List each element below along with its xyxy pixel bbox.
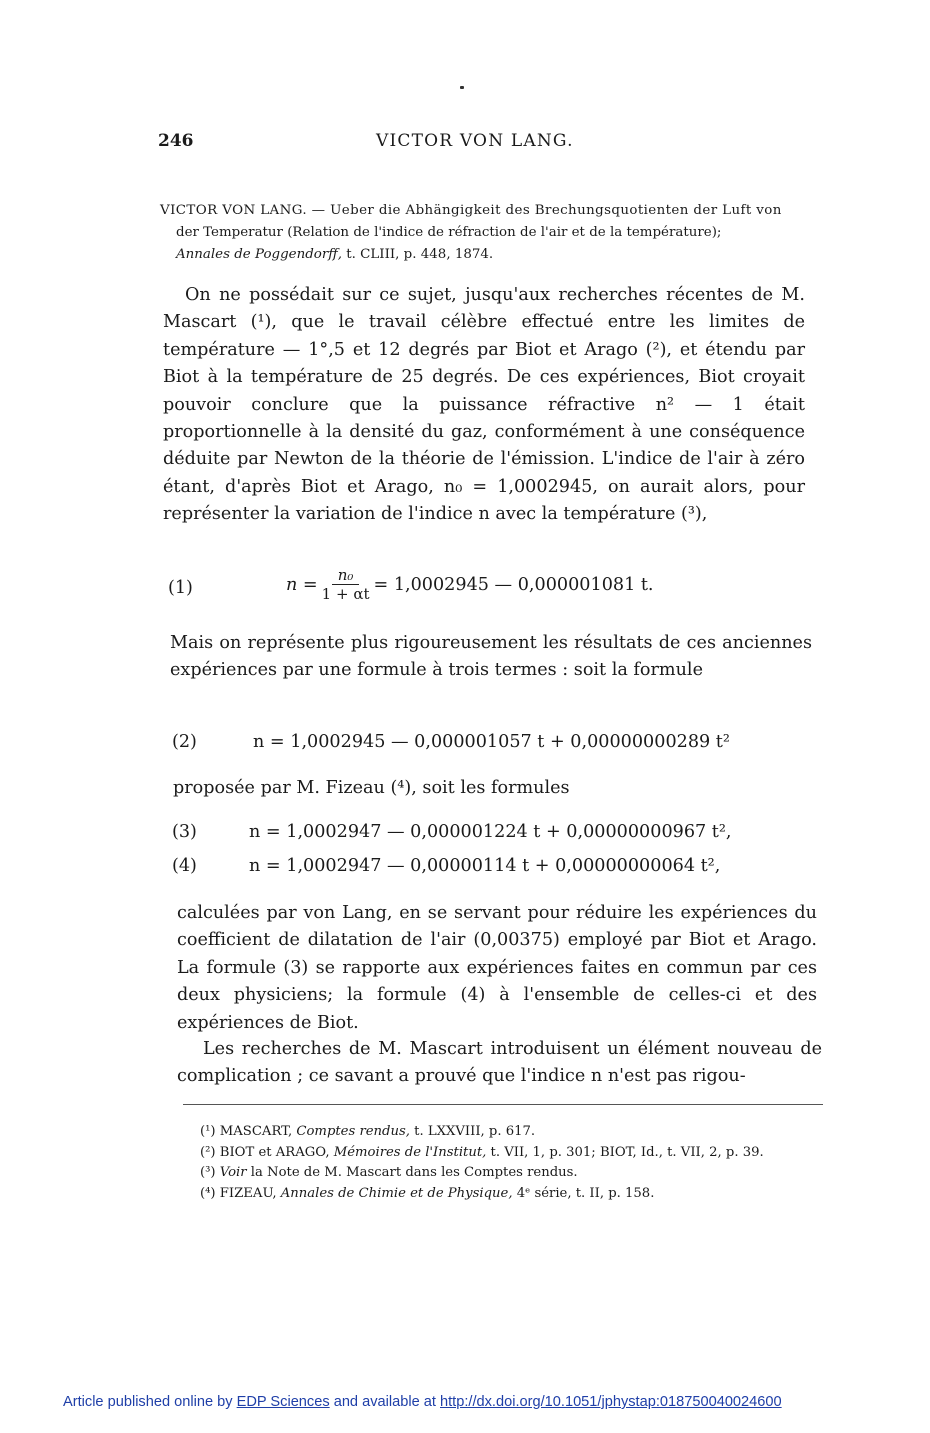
footnote-details: la Note de M. Mascart dans les Comptes rendus.: [250, 1165, 578, 1180]
doi-link[interactable]: http://dx.doi.org/10.1051/jphystap:018750040024600: [440, 1394, 782, 1410]
footnotes: [200, 1122, 840, 1204]
footnote-source: Annales de Chimie et de Physique,: [280, 1185, 513, 1201]
equation-1-denominator: 1 + αt: [321, 585, 370, 603]
paragraph-1-text: On ne possédait sur ce sujet, jusqu'aux recherches récentes de M. Mascart (¹), que le travail célèbre effectué entre les limites de température — 1°,5 et 12 degrés par Biot et Arago (²), et étendu par Biot à la température de 25 degrés. De ces expériences, Biot croyait pouvoir conclure que la puissance réfractive n² — 1 était proportionnelle à la densité du gaz, conformément à une conséquence déduite par Newton de la théorie de l'émission. L'indice de l'air à zéro étant, d'après Biot et Arago, n₀ = 1,0002945, on aurait alors, pour représenter la variation de l'indice n avec la température (³),: [163, 285, 805, 525]
paragraph-2: Mais on représente plus rigoureusement les résultats de ces anciennes expériences par une formule à trois termes : soit la formule: [170, 633, 812, 681]
footnote-4: [200, 1184, 840, 1205]
equation-4: n = 1,0002947 — 0,00000114 t + 0,00000000064 t²,: [249, 856, 721, 876]
equation-1-lhs: n =: [286, 574, 318, 595]
footnote-1: [200, 1122, 840, 1143]
journal-title: Annales de Poggendorff,: [176, 247, 342, 262]
footnote-source: Comptes rendus,: [296, 1124, 410, 1139]
footnote-2: [200, 1143, 840, 1164]
reference-line-1: VICTOR VON LANG. — Ueber die Abhängigkeit des Brechungsquotienten der Luft von: [160, 203, 782, 218]
equation-1: [286, 566, 654, 603]
stray-mark: [460, 86, 464, 89]
footnote-source: Voir: [219, 1165, 247, 1180]
footnote-author: FIZEAU,: [219, 1185, 277, 1201]
equation-1-rhs: = 1,0002945 — 0,000001081 t.: [373, 574, 654, 595]
edp-sciences-link[interactable]: EDP Sciences: [236, 1394, 330, 1410]
footnote-source: Mémoires de l'Institut,: [333, 1144, 487, 1160]
footnote-author: BIOT et ARAGO,: [219, 1144, 330, 1160]
article-note-prefix: Article published online by: [63, 1394, 233, 1410]
equation-1-fraction: [322, 566, 370, 603]
equation-2: n = 1,0002945 — 0,000001057 t + 0,00000000289 t²: [253, 732, 730, 752]
paragraph-3: proposée par M. Fizeau (⁴), soit les formules: [173, 778, 570, 798]
equation-4-number: (4): [172, 856, 197, 876]
bibliographic-reference: [160, 200, 805, 266]
footnote-3: [200, 1163, 840, 1184]
footnote-rule: [183, 1104, 823, 1105]
equation-1-numerator: n₀: [332, 566, 360, 585]
equation-1-number: (1): [168, 578, 193, 598]
footnote-details: 4ᵉ série, t. II, p. 158.: [516, 1185, 655, 1201]
equation-3: n = 1,0002947 — 0,000001224 t + 0,00000000967 t²,: [249, 822, 732, 842]
paragraph-5-text: Les recherches de M. Mascart introduisent un élément nouveau de complication ; ce savant a prouvé que l'indice n n'est pas rigou-: [177, 1039, 822, 1087]
footnote-details: t. LXXVIII, p. 617.: [414, 1124, 536, 1139]
equation-3-number: (3): [172, 822, 197, 842]
footnote-mark: (³): [200, 1165, 216, 1180]
article-availability-note: [63, 1394, 782, 1410]
footnote-mark: (²): [200, 1144, 216, 1160]
paragraph-5: [177, 1036, 822, 1091]
reference-line-3: [160, 244, 805, 266]
journal-details: t. CLIII, p. 448, 1874.: [346, 247, 494, 262]
footnote-details: t. VII, 1, p. 301; BIOT, Id., t. VII, 2, p. 39.: [490, 1144, 764, 1160]
footnote-mark: (⁴): [200, 1185, 216, 1201]
equation-2-number: (2): [172, 732, 197, 752]
page-number: 246: [158, 131, 194, 151]
footnote-author: MASCART,: [219, 1124, 293, 1139]
footnote-mark: (¹): [200, 1124, 216, 1139]
paragraph-1: [163, 282, 805, 529]
running-head: VICTOR VON LANG.: [376, 131, 574, 151]
article-note-middle: and available at: [333, 1394, 436, 1410]
reference-line-2: der Temperatur (Relation de l'indice de réfraction de l'air et de la température);: [176, 225, 722, 240]
paragraph-4: calculées par von Lang, en se servant pour réduire les expériences du coefficient de dilatation de l'air (0,00375) employé par Biot et Arago. La formule (3) se rapporte aux expériences faites en commun par ces deux physiciens; la formule (4) à l'ensemble de celles-ci et des expériences de Biot.: [177, 903, 817, 1033]
